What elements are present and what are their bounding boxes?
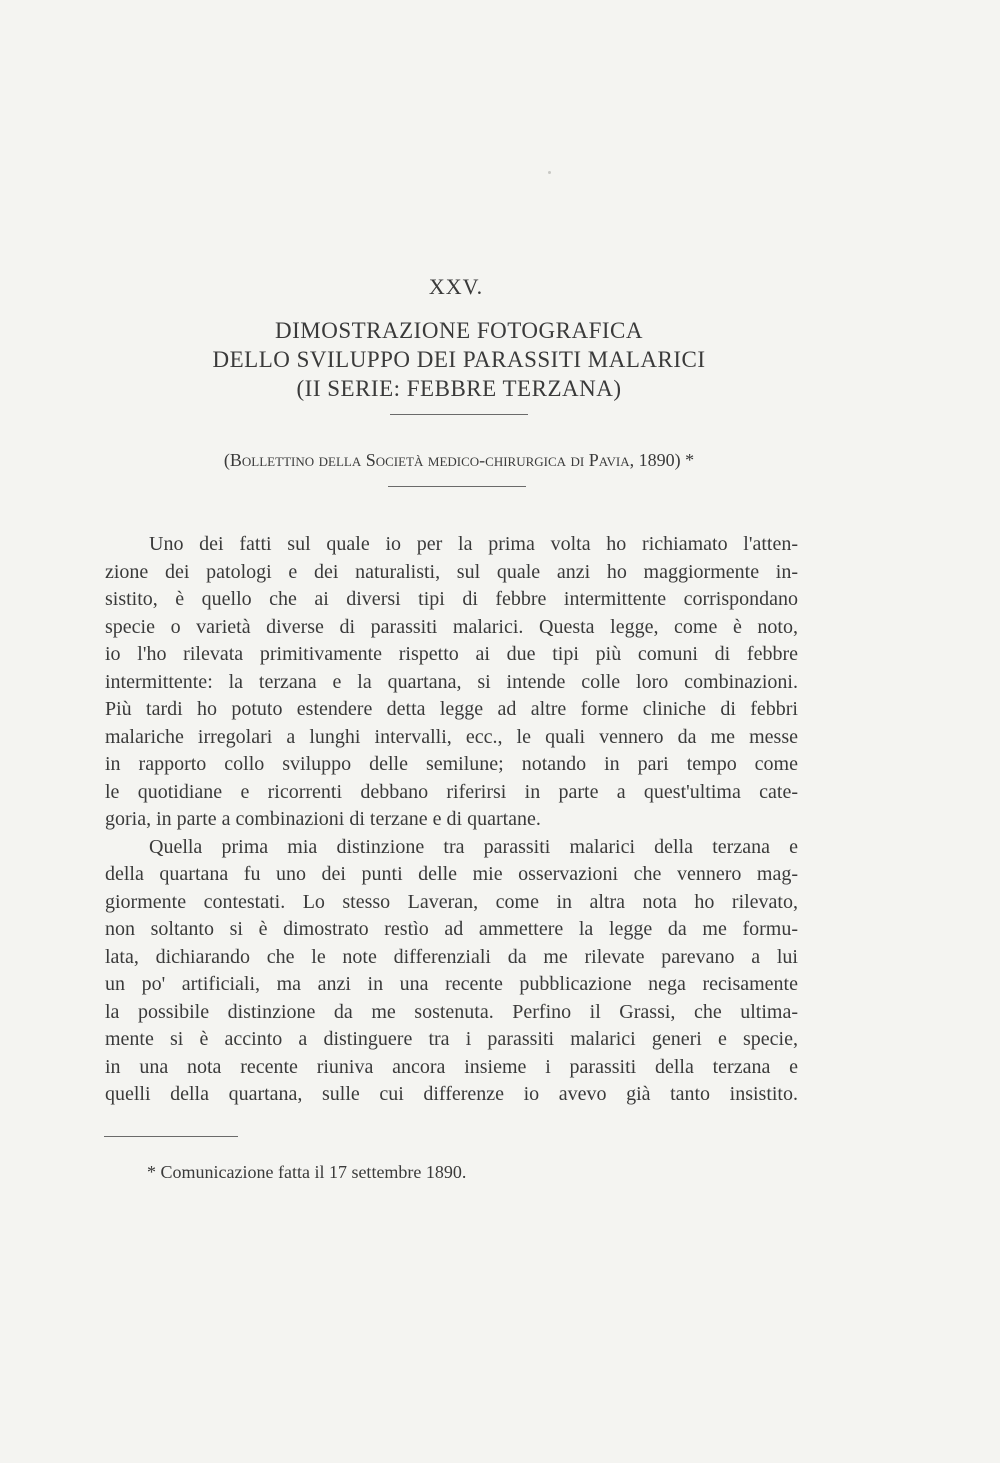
title-line: DIMOSTRAZIONE FOTOGRAFICA xyxy=(275,318,643,343)
text-line: mente si è accinto a distinguere tra i parassiti malarici generi e specie, xyxy=(105,1028,798,1050)
title-line: DELLO SVILUPPO DEI PARASSITI MALARICI xyxy=(212,347,706,372)
text-line: specie o varietà diverse di parassiti malarici. Questa legge, come è noto, xyxy=(105,615,798,638)
source-year: , 1890) * xyxy=(629,450,695,470)
article-title xyxy=(0,316,918,403)
text-line: quelli della quartana, sulle cui differenze io avevo già tanto insistito. xyxy=(105,1083,798,1105)
text-line: la possibile distinzione da me sostenuta. Perfino il Grassi, che ultima- xyxy=(105,1000,798,1023)
title-divider xyxy=(390,414,528,415)
text-line: in una nota recente riuniva ancora insieme i parassiti della terzana e xyxy=(105,1055,798,1078)
text-line: lata, dichiarando che le note differenziali da me rilevate parevano a lui xyxy=(105,945,798,968)
text-line: sistito, è quello che ai diversi tipi di febbre intermittente corrispondano xyxy=(105,588,798,610)
source-citation xyxy=(0,450,918,471)
footnote: * Comunicazione fatta il 17 settembre 1890. xyxy=(147,1162,467,1182)
text-line: della quartana fu uno dei punti delle mie osservazioni che vennero mag- xyxy=(105,863,798,885)
text-line: intermittente: la terzana e la quartana, si intende colle loro combinazioni. xyxy=(105,670,798,693)
text-line: io l'ho rilevata primitivamente rispetto ai due tipi più comuni di febbre xyxy=(105,643,798,665)
text-line: zione dei patologi e dei naturalisti, sul quale anzi ho maggiormente in- xyxy=(105,560,798,583)
source-open-paren: ( xyxy=(223,450,230,470)
paper-speck xyxy=(548,171,551,174)
paragraph-2 xyxy=(105,834,798,1109)
text-line: non soltanto si è dimostrato restìo ad ammettere la legge da me formu- xyxy=(105,918,798,940)
text-line: Quella prima mia distinzione tra parassiti malarici della terzana e xyxy=(149,835,798,858)
source-journal: Bollettino della Società medico-chirurgica di Pavia xyxy=(229,450,630,470)
text-line: un po' artificiali, ma anzi in una recente pubblicazione nega recisamente xyxy=(105,973,798,995)
text-line: le quotidiane e ricorrenti debbano riferirsi in parte a quest'ultima cate- xyxy=(105,780,798,803)
text-line: goria, in parte a combinazioni di terzane e di quartane. xyxy=(105,808,541,830)
text-line: Più tardi ho potuto estendere detta legge ad altre forme cliniche di febbri xyxy=(105,698,798,720)
paragraph-1 xyxy=(105,531,798,834)
footnote-divider xyxy=(104,1136,238,1137)
chapter-number: XXV. xyxy=(428,274,484,299)
source-divider xyxy=(388,486,526,487)
title-line: (II SERIE: FEBBRE TERZANA) xyxy=(296,376,622,401)
text-line: malariche irregolari a lunghi intervalli, ecc., le quali vennero da me messe xyxy=(105,725,798,748)
text-line: Uno dei fatti sul quale io per la prima volta ho richiamato l'atten- xyxy=(149,533,798,555)
text-line: in rapporto collo sviluppo delle semilune; notando in pari tempo come xyxy=(105,753,798,775)
text-line: giormente contestati. Lo stesso Laveran, come in altra nota ho rilevato, xyxy=(105,890,798,913)
body-text xyxy=(105,531,798,1109)
